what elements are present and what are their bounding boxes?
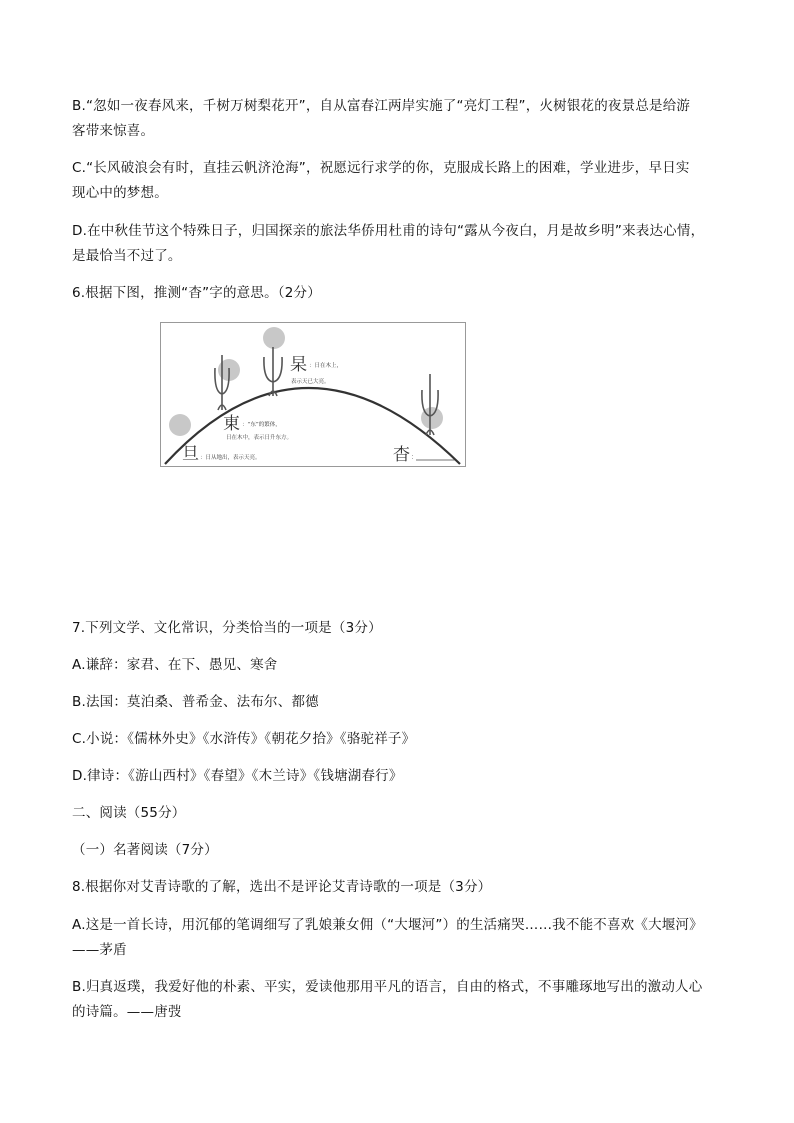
- text-line: B.归真返璞，我爱好他的朴素、平实，爱读他那用平凡的语言，自由的格式，不事雕琢地写出的激动人心: [72, 979, 703, 995]
- text-line: ——茅盾: [72, 942, 127, 958]
- sun-icon: [263, 327, 285, 349]
- dong-description-1: ：“东”的繁体，: [242, 422, 281, 428]
- q7-option-d: D.律诗：《游山西村》《春望》《木兰诗》《钱塘湖春行》: [72, 768, 403, 784]
- text-line: B.“忽如一夜春风来，千树万树梨花开”，自从富春江两岸实施了“亮灯工程”，火树银花的夜景总是给游: [72, 98, 691, 114]
- text-line: 是最恰当不过了。: [72, 248, 182, 264]
- char-gao: 杲: [290, 355, 307, 375]
- subsection-1-title: （一）名著阅读（7分）: [72, 842, 218, 858]
- question-7-stem: 7.下列文学、文化常识，分类恰当的一项是（3分）: [72, 620, 382, 636]
- text-line: 客带来惊喜。: [72, 123, 155, 139]
- text-line: C.“长风破浪会有时，直挂云帆济沧海”，祝愿远行求学的你，克服成长路上的困难，学业进步，早日实: [72, 160, 690, 176]
- dan-description: ：日从地出，表示天亮。: [200, 455, 261, 461]
- gao-description-2: 表示天已大亮。: [291, 379, 330, 385]
- text-line: 的诗篇。——唐弢: [72, 1004, 182, 1020]
- gao-description-1: ：日在木上，: [309, 363, 343, 369]
- question-6-stem: 6.根据下图，推测“杳”字的意思。（2分）: [72, 285, 321, 301]
- question-8-stem: 8.根据你对艾青诗歌的了解，选出不是评论艾青诗歌的一项是（3分）: [72, 879, 492, 895]
- dong-description-2: 日在木中，表示日升东方。: [226, 435, 293, 441]
- character-evolution-figure: [160, 322, 466, 467]
- text-line: D.在中秋佳节这个特殊日子，归国探亲的旅法华侨用杜甫的诗句“露从今夜白，月是故乡明”来表达心情，: [72, 223, 705, 239]
- text-line: 现心中的梦想。: [72, 185, 168, 201]
- sun-icon: [169, 414, 191, 436]
- section-2-title: 二、阅读（55分）: [72, 805, 186, 821]
- yao-colon: ：: [411, 454, 418, 461]
- text-line: A.这是一首长诗，用沉郁的笔调细写了乳娘兼女佣（“大堰河”）的生活痛哭……我不能不喜欢《大堰河》: [72, 917, 703, 933]
- q7-option-a: A.谦辞：家君、在下、愚见、寒舍: [72, 657, 278, 673]
- char-yao: 杳: [393, 445, 410, 465]
- q7-option-b: B.法国：莫泊桑、普希金、法布尔、都德: [72, 694, 319, 710]
- figure-border: [161, 323, 466, 467]
- char-dan: 旦: [182, 444, 199, 464]
- q7-option-c: C.小说：《儒林外史》《水浒传》《朝花夕拾》《骆驼祥子》: [72, 731, 416, 747]
- char-dong: 東: [223, 414, 240, 434]
